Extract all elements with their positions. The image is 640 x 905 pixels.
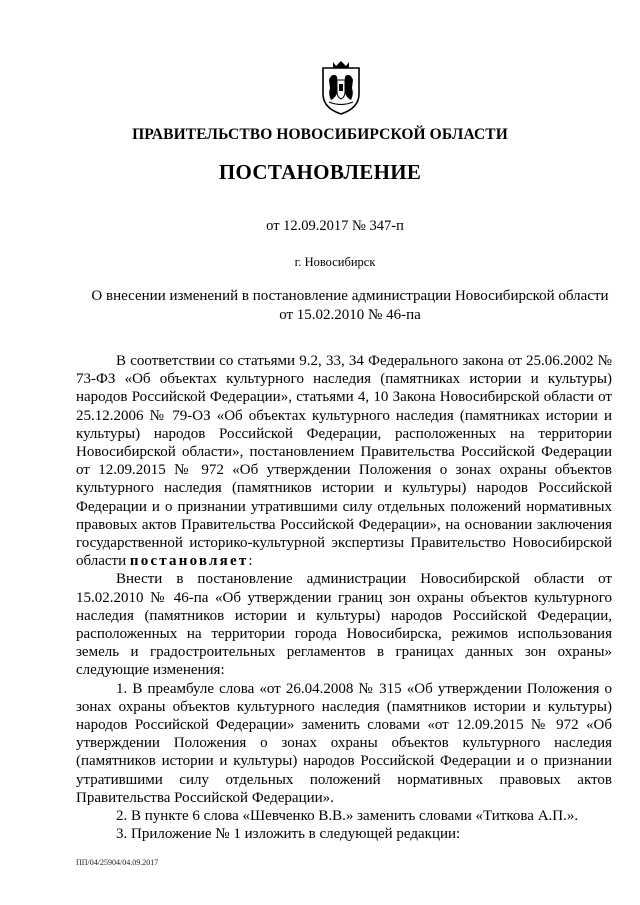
preamble-text: В соответствии со статьями 9.2, 33, 34 Федерального закона от 25.06.2002 № 73-ФЗ «Об объектах культурного наследия (памятниках истории и культуры) народов Российской Федерации», статьями 4, 10 Закона Новосибирской области от 25.12.2006 № 79-ОЗ «Об объектах культурного наследия (памятниках истории и культуры) народов Российской Федерации, расположенных на территории Новосибирской области», постановлением Правительства Российской Федерации от 12.09.2015 № 972 «Об утверждении Положения о зонах охраны объектов культурного наследия (памятников истории и культуры) народов Российской Федерации и о признании утратившими силу отдельных положений нормативных правовых актов Правительства Российской Федерации», на основании заключения государственной историко-культурной экспертизы Правительство Новосибирской области: [76, 353, 612, 570]
paragraph-preamble: [76, 352, 612, 570]
organization-title: ПРАВИТЕЛЬСТВО НОВОСИБИРСКОЙ ОБЛАСТИ: [132, 126, 508, 143]
paragraph-item-2: 2. В пункте 6 слова «Шевченко В.В.» заменить словами «Титкова А.П.».: [116, 808, 579, 825]
paragraph-item-1: 1. В преамбуле слова «от 26.04.2008 № 315 «Об утверждении Положения о зонах охраны объектов культурного наследия (памятников истории и культуры) народов Российской Федерации» заменить словами «от 12.09.2015 № 972 «Об утверждении Положения о зонах охраны объектов культурного наследия (памятников истории и культуры) народов Российской Федерации и о признании утратившими силу отдельных положений нормативных правовых актов Правительства Российской Федерации».: [76, 680, 612, 806]
coat-of-arms-icon: [319, 60, 363, 116]
subject-line-2: от 15.02.2010 № 46-па: [279, 307, 421, 323]
subject-line-1: О внесении изменений в постановление администрации Новосибирской области: [91, 288, 609, 304]
document-date-number: от 12.09.2017 № 347-п: [266, 218, 404, 234]
preamble-end: :: [248, 553, 253, 570]
footer-code: ПП/04/25904/04.09.2017: [76, 858, 159, 867]
paragraph-item-3: 3. Приложение № 1 изложить в следующей редакции:: [116, 826, 461, 843]
resolves-emphasis: постановляет: [129, 553, 249, 570]
paragraph-amend: Внести в постановление администрации Новосибирской области от 15.02.2010 № 46-па «Об утверждении границ зон охраны объектов культурного наследия (памятников истории и культуры) народов Российской Федерации, расположенных на территории города Новосибирска, режимов использования земель и градостроительных регламентов в границах данных зон охраны» следующие изменения:: [76, 571, 612, 679]
document-subject: [60, 287, 640, 325]
document-type-title: ПОСТАНОВЛЕНИЕ: [218, 160, 422, 184]
document-city: г. Новосибирск: [294, 255, 376, 269]
document-body: [76, 352, 612, 843]
